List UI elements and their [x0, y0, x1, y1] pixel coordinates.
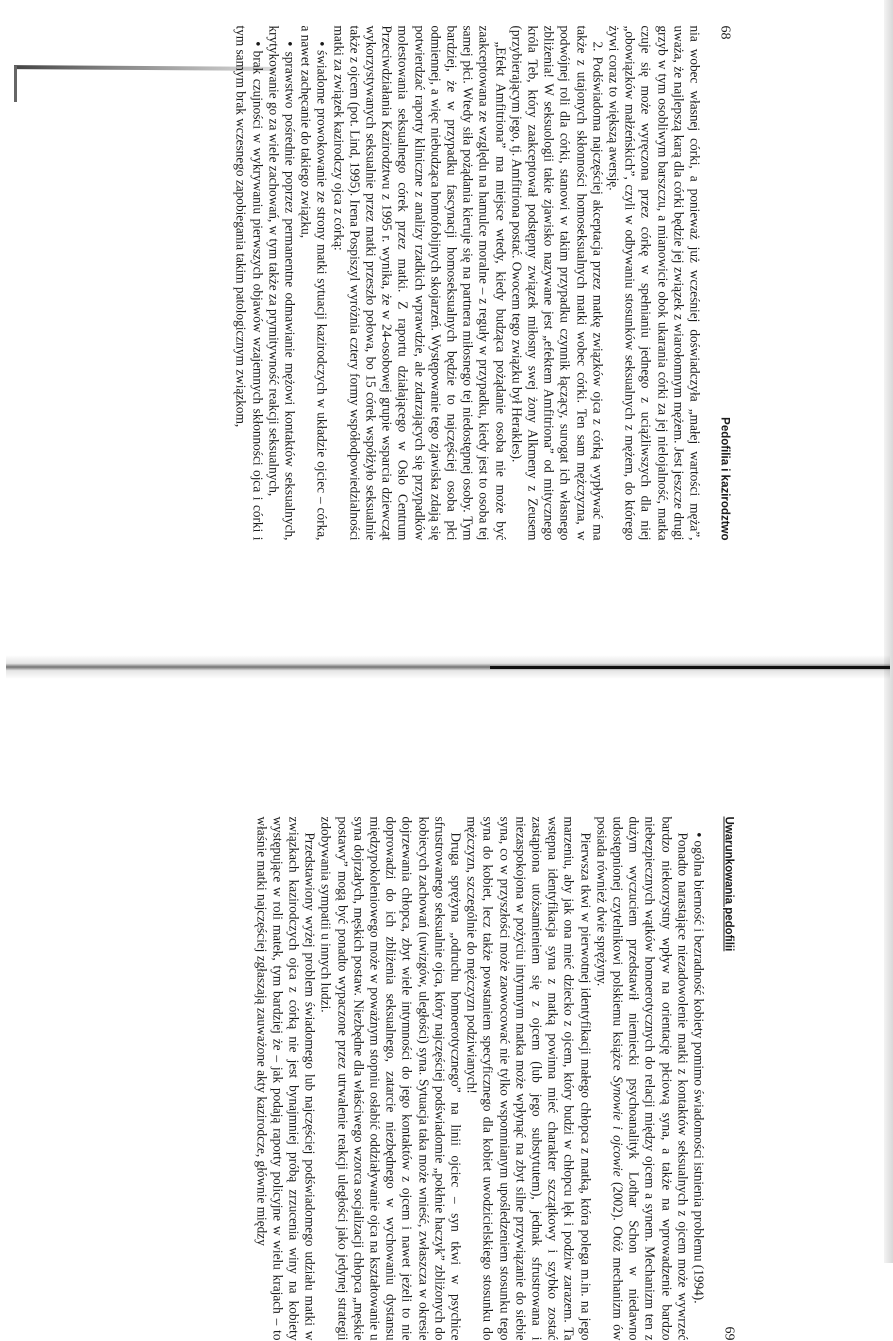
bullet-item — [690, 817, 706, 1341]
bullet-icon: • — [250, 41, 266, 47]
bullet-text: brak czujności w wykrywaniu pierwszych objawów wzajemnych skłonności ojca i córki i tym samym brak wczesnego zapobiegania takim patologicznym związkom, — [233, 25, 266, 541]
page-body — [253, 817, 707, 1341]
book-title: Synowie i ojcowie — [610, 1076, 626, 1177]
page-69 — [12, 817, 737, 1341]
page-number: 68 — [717, 25, 733, 40]
bullet-text: sprawstwo pośrednie poprzez permanentne odmawianie mężowi kontaktów seksualnych, krytykowanie go za wiele zachowań, w tym także za prymitywność reakcji seksualnych, — [266, 25, 298, 541]
bullet-item — [265, 26, 297, 541]
paragraph: 2. Podświadoma najczęściej akceptacja przez matkę związków ojca z córką wypływać ma także z utajonych skłonności homoseksualnych matki wobec córki. Ten sam mężczyzna, w podwójnej roli dla córki, stanowi w takim przypadku czynnik łączący, surogat ich własnego zbliżenia! W seksuologii takie zjawisko nazywane jest „efektem Amfitriona” od mitycznego króla Teb, który zaakceptował podstępny związek miłosny swej żony Alkmeny z Zeusem (przybierającym jego, tj. Amfitriona postać. Owocem tego związku był Herakles). — [509, 25, 606, 541]
page-68 — [13, 26, 733, 541]
running-header: Uwarunkowania pedofilii — [722, 816, 735, 952]
page-number: 69 — [721, 1326, 737, 1341]
paragraph: Przedstawiony wyżej problem świadomego lub najczęściej podświadomego udziału matki w związkach kazirodczych ojca z córką nie jest bynajmniej próbą zrzucenia winy na kobiety występujące w roli matek, tym bardziej że – jak podają raporty policyjne w wielu krajach – to właśnie matki najczęściej zgłaszają zauważone akty kazirodcze, głównie między — [254, 816, 318, 1341]
paragraph: Druga sprężyna „odruchu homoerotycznego” na linii ojciec – syn tkwi w psychice sfrustrowanego seksualnie ojca, który najczęściej podświadomie „pokłnie haczyk” zbliżonych do kobiecych zachowań (uwizgów, uległości) syna. Sytuacja taka może wnieść, zwłaszcza w okresie dojrzewania chłopca, zbyt wiele intymności do jego kontaktów z ojcem i nawet jeżeli to nie doprowadzi do ich zbliżenia seksualnego, zatarcie niezbędnego w wychowaniu dystansu międzypokoleniowego może w poważnym stopniu osłabić oddziaływanie ojca na kształtowanie u syna dojrzałych, męskich postaw. Niezbędne dla właściwego wzorca socjalizacji chłopca „męskie postawy” mogą być ponadto wypaczone przez utrwalenie reakcji uległości jako jedynej strategii zdobywania sympatii u innych ludzi. — [318, 816, 464, 1341]
bullet-text: świadome prowokowanie ze strony matki sytuacji kazirodczych w układzie ojciec – córka, a nawet zachęcanie do takiego związku, — [298, 25, 330, 541]
running-header: Pedofilia i kazirodztwo — [718, 417, 731, 541]
bullet-item — [233, 26, 265, 541]
scan-right-edge — [884, 0, 893, 1263]
paragraph: Pierwsza tkwi w pierwotnej identyfikacji małego chłopca z matką, która polega m.in. na jego marzeniu, aby jak ona mieć dziecko z ojcem, który budzi w chłopcu lęk i podziw zarazem. Ta wstępna identyfikacja syna z matką powinna mieć charakter szczątkowy i szybko zostać zastąpiona utożsamieniem się z ojcem (lub jego substytutem), jednak sfrustrowana i niezaspokojona w pożyciu intymnym matka może wpłynąć na zbyt silne przywiązanie do siebie syna, co w przyszłości może zaowocować nie tylko wspomnianym upośledzeniem stosunku tego syna do kobiet, lecz także powstaniem specyficznego dla kobiet uwodzicielskiego stosunku do mężczyzn, szczególnie do mężczyzn podziwianych! — [464, 816, 594, 1341]
bullet-icon: • — [314, 41, 330, 47]
paragraph: nia wobec własnej córki, a ponieważ już wcześniej doświadczyła „małej wartości męża”, uważa, że najlepszą karą dla córki będzie jej związek z wiarołomnym mężem. Jest jeszcze drugi grzyb w tym osobliwym barszczu, a mianowicie obok ukarania córki za jej nielojalność, matka czuje się może wyręczona przez córkę w spełnianiu jednego z uciążliwszych dla niej „obowiązków małżeńskich”, czyli w odbywaniu stosunków seksualnych z mężem, do którego żywi coraz to większą awersję. — [606, 25, 703, 541]
paragraph — [593, 817, 690, 1341]
bullet-icon: • — [691, 832, 707, 838]
paragraph-text: Ponadto narastające niezadowolenie matki z kontaktów seksualnych z ojcem może wywrzeć bardzo niekorzystny wpływ na orientację płciową syna, a także na wprowadzenie bardzo niebezpiecznych wątków homoerotycznych do relacji między ojcem a synem. Mechanizm ten z dużym wyczuciem przedstawił niemiecki psychoanalityk Lothar Schon w niedawno udostępnionej czytelnikowi polskiemu książce — [610, 816, 691, 1341]
page-header — [717, 26, 733, 541]
page-header — [721, 817, 737, 1341]
bullet-text: ogólna bierność i bezradność kobiety pomimo świadomości istnienia problemu (1994). — [691, 840, 707, 1304]
paragraph: „Efekt Amfitriona” ma miejsce wtedy, kiedy budząca pożądanie osoba nie może być zaakceptowana ze względu na hamulce moralne – z reguły w przypadku, kiedy jest to osoba tej samej płci. Wtedy siła pożądania kieruje się na partnera miłosnego tej niedostępnej osoby. Tym bardziej, że w przypadku fascynacji homoseksualnych będzie to najczęściej osoba płci odmiennej, a więc niebudząca homofobijnych skojarzeń. Występowanie tego zjawiska zdają się potwierdzać raporty kliniczne z analizy rzadkich wprawdzie, ale zdarzających się przypadków molestowania seksualnego córek przez matki. Z raportu działającego w Oslo Centrum Przeciwdziałania Kazirodztwu z 1995 r. wynika, że w 24-osobowej grupie wsparcia dziewcząt wykorzystywanych seksualnie przez matki przeszło połowa, bo 15 córek współżyło seksualnie także z ojcem (pot. Lind, 1995). Irena Pospiszyl wyróżnia cztery formy współodpowiedzialności matki za związek kazirodczy ojca z córką: — [331, 25, 509, 541]
bullet-icon: • — [282, 41, 298, 47]
bullet-item — [297, 26, 329, 541]
page-body — [233, 26, 703, 541]
paragraph-text: (2002). Otóż mechanizm ów posiada również dwie sprężyny. — [594, 816, 626, 1341]
book-gutter-line — [490, 666, 890, 669]
